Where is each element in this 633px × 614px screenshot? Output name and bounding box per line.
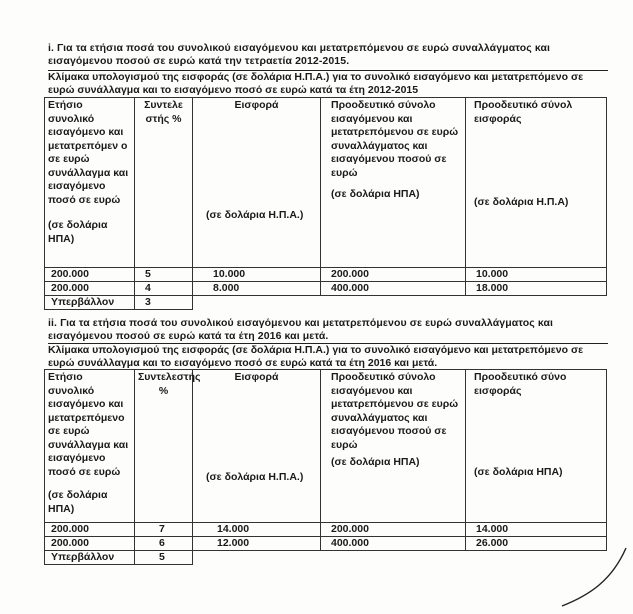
header-rate: Συντελεστής % (135, 370, 193, 523)
cell-amount: 200.000 (45, 523, 135, 537)
header-levy: Εισφορά (σε δολάρια Η.Π.Α.) (193, 370, 321, 523)
section2-table-caption: Κλίμακα υπολογισμού της εισφοράς (σε δολάρια Η.Π.Α.) για το συνολικό εισαγόμενο και μετατρεπόμενο σε ευρώ συνάλλαγμα και το εισαγόμενο ποσό σε ευρώ κατά τα έτη 2016 και μετά. (48, 343, 608, 370)
header-unit: (σε δολάρια ΗΠΑ) (331, 456, 420, 468)
page-curl-line (560, 540, 630, 610)
cell-rate: 7 (135, 523, 193, 537)
section2-levy-table (44, 369, 607, 565)
header-cumulative-levy: Προοδευτικό σύνο εισφοράς (σε δολάρια ΗΠΑ) (466, 370, 607, 523)
table-header-row (45, 370, 607, 523)
cell-amount: 200.000 (45, 268, 135, 282)
header-cumulative-amount: Προοδευτικό σύνολο εισαγόμενου και μετατρεπόμενου σε ευρώ συναλλάγματος και εισαγόμενου ποσού σε ευρώ (σε δολάρια ΗΠΑ) (321, 98, 466, 268)
header-unit: (σε δολάρια ΗΠΑ) (331, 188, 420, 200)
table-row (45, 268, 607, 282)
header-unit: (σε δολάρια ΗΠΑ) (474, 466, 563, 478)
cell-cumulative-amount: 400.000 (321, 282, 466, 296)
cell-rate: 5 (135, 268, 193, 282)
section1-levy-table (44, 97, 607, 310)
cell-cumulative-amount (321, 551, 466, 565)
header-unit: (σε δολάρια ΗΠΑ) (48, 489, 108, 515)
cell-amount: Υπερβάλλον (45, 296, 135, 310)
cell-cumulative-levy: 26.000 (466, 537, 607, 551)
cell-cumulative-amount (321, 296, 466, 310)
table-row (45, 282, 607, 296)
cell-levy: 10.000 (193, 268, 321, 282)
cell-rate: 6 (135, 537, 193, 551)
cell-levy: 14.000 (193, 523, 321, 537)
section1-intro: i. Για τα ετήσια ποσά του συνολικού εισαγόμενου και μετατρεπόμενου σε ευρώ συναλλάγματος και εισαγόμενου ποσού σε ευρώ κατά την τετραετία 2012-2015. (48, 42, 551, 67)
table-row (45, 296, 607, 310)
header-cumulative-levy: Προοδευτικό σύνολ εισφοράς (σε δολάρια Η.Π.Α) (466, 98, 607, 268)
table-row (45, 523, 607, 537)
header-unit: (σε δολάρια Η.Π.Α.) (206, 208, 304, 221)
table-header-row (45, 98, 607, 268)
section2-intro: ii. Για τα ετήσια ποσά του συνολικού εισαγόμενου και μετατρεπόμενου σε ευρώ συναλλάγματος και εισαγόμενου ποσού σε ευρώ κατά τα έτη 2016 και μετά. (48, 317, 554, 342)
section1-table-caption: Κλίμακα υπολογισμού της εισφοράς (σε δολάρια Η.Π.Α.) για το συνολικό εισαγόμενο και μετατρεπόμενο σε ευρώ συνάλλαγμα και το εισαγόμενο ποσό σε ευρώ κατά τα έτη 2012-2015 (48, 70, 608, 97)
cell-cumulative-levy: 18.000 (466, 282, 607, 296)
cell-cumulative-levy (466, 296, 607, 310)
cell-amount: 200.000 (45, 537, 135, 551)
cell-rate: 5 (135, 551, 193, 565)
header-annual-amount: Ετήσιο συνολικό εισαγόμενο και μετατρεπόμεν ο σε ευρώ συνάλλαγμα και εισαγόμενο ποσό σε ευρώ (σε δολάρια ΗΠΑ) (45, 98, 135, 268)
cell-amount: 200.000 (45, 282, 135, 296)
header-unit: (σε δολάρια Η.Π.Α) (474, 196, 569, 208)
cell-rate: 4 (135, 282, 193, 296)
cell-levy (193, 296, 321, 310)
header-levy: Εισφορά (σε δολάρια Η.Π.Α.) (193, 98, 321, 268)
cell-levy: 12.000 (193, 537, 321, 551)
cell-cumulative-amount: 200.000 (321, 268, 466, 282)
cell-cumulative-levy: 14.000 (466, 523, 607, 537)
cell-cumulative-amount: 200.000 (321, 523, 466, 537)
table-row (45, 551, 607, 565)
cell-levy (193, 551, 321, 565)
cell-cumulative-levy: 10.000 (466, 268, 607, 282)
header-unit: (σε δολάρια ΗΠΑ) (48, 219, 108, 245)
cell-levy: 8.000 (193, 282, 321, 296)
cell-amount: Υπερβάλλον (45, 551, 135, 565)
cell-cumulative-amount: 400.000 (321, 537, 466, 551)
header-rate: Συντελε στής % (135, 98, 193, 268)
header-cumulative-amount: Προοδευτικό σύνολο εισαγόμενου και μετατρεπόμενου σε ευρώ συναλλάγματος και εισαγόμενου ποσού σε ευρώ (σε δολάρια ΗΠΑ) (321, 370, 466, 523)
table-row (45, 537, 607, 551)
header-annual-amount: Ετήσιο συνολικό εισαγόμενο και μετατρεπόμενο σε ευρώ συνάλλαγμα και εισαγόμενο ποσό σε ευρώ (σε δολάρια ΗΠΑ) (45, 370, 135, 523)
cell-rate: 3 (135, 296, 193, 310)
header-unit: (σε δολάρια Η.Π.Α.) (206, 470, 304, 483)
